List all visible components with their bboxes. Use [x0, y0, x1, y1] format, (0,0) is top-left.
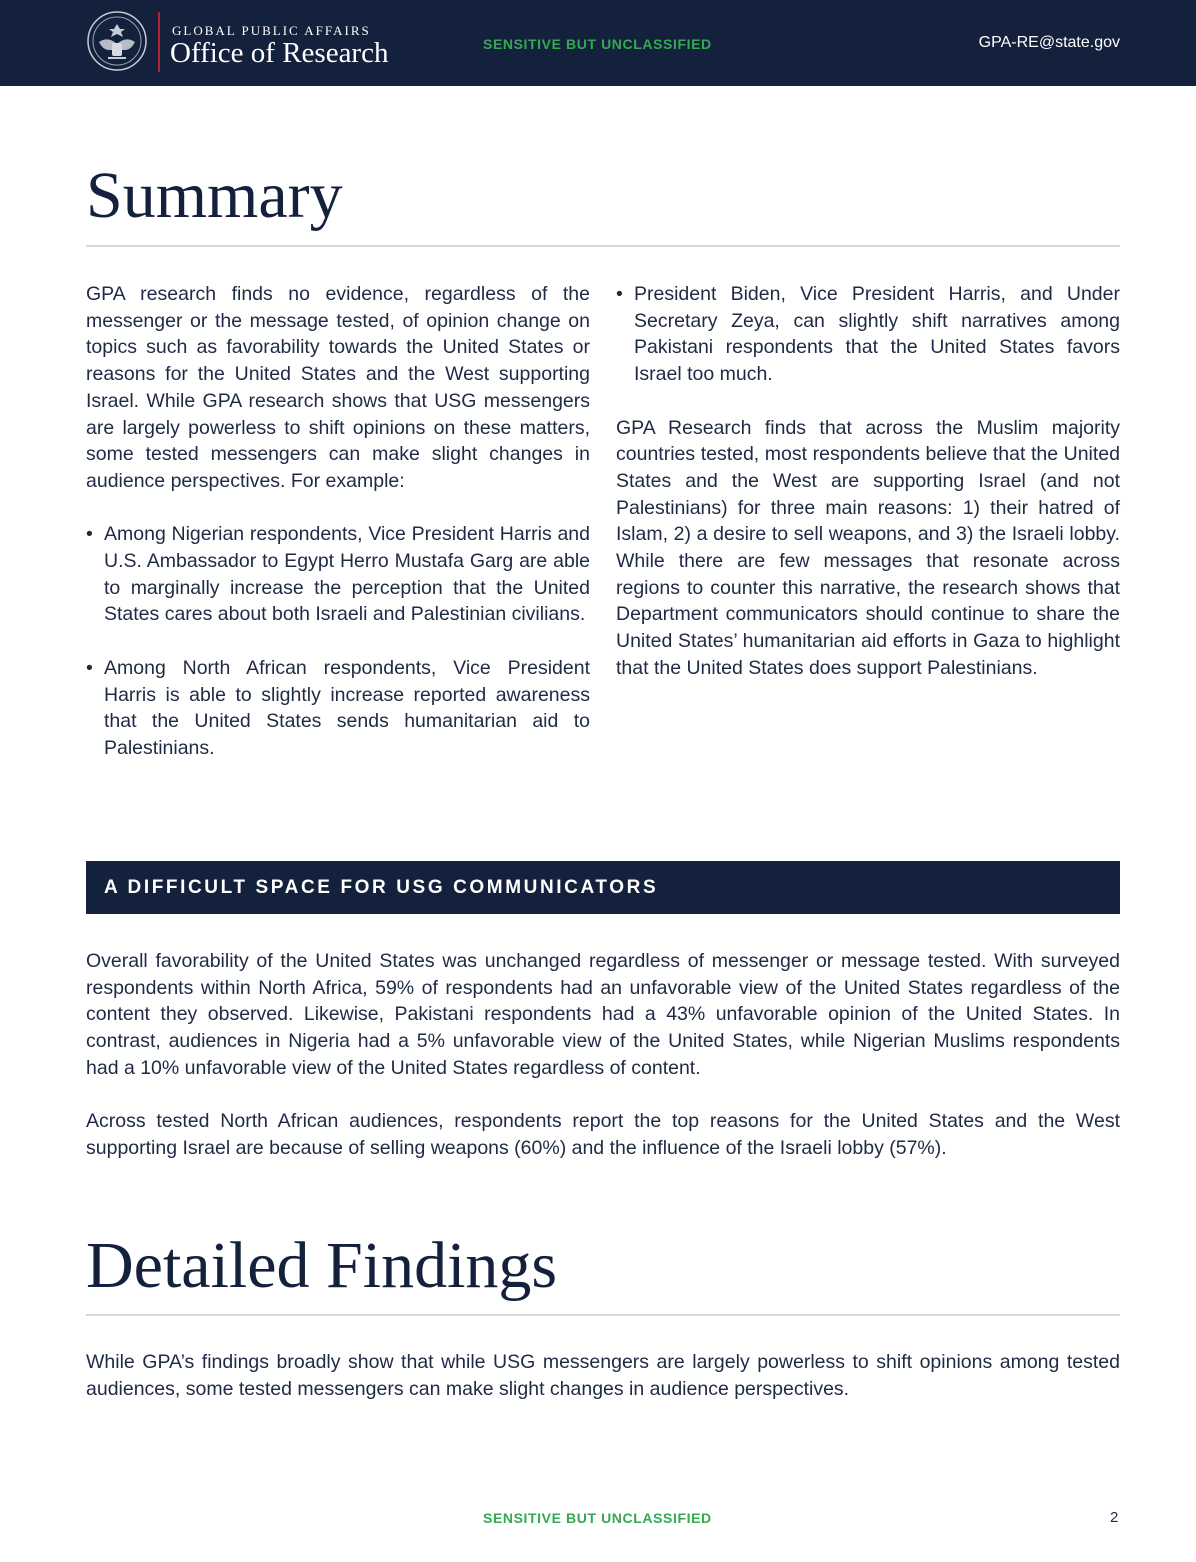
bullet-icon: • — [616, 283, 623, 305]
page-header — [0, 0, 1196, 86]
detailed-findings-paragraph: While GPA’s findings broadly show that while USG messengers are largely powerless to shift opinions among tested audiences, some tested messengers can make slight changes in audience perspectives. — [86, 1351, 1120, 1400]
list-item: • Among North African respondents, Vice President Harris is able to slightly increase reported awareness that the United States sends humanitarian aid to Palestinians. — [86, 656, 590, 759]
classification-marking-top: SENSITIVE BUT UNCLASSIFIED — [483, 36, 712, 52]
list-item: • Among Nigerian respondents, Vice President Harris and U.S. Ambassador to Egypt Herro Mustafa Garg are able to marginally increase the perception that the United States cares about both Israeli and Palestinian civilians. — [86, 523, 590, 626]
header-divider — [158, 12, 160, 72]
summary-right-column — [616, 281, 1120, 682]
summary-left-column — [86, 281, 590, 762]
detailed-findings-title: Detailed Findings — [86, 1229, 558, 1302]
classification-marking-bottom: SENSITIVE BUT UNCLASSIFIED — [483, 1510, 712, 1526]
summary-title: Summary — [86, 159, 343, 232]
detailed-findings-divider — [86, 1314, 1120, 1316]
list-item: • President Biden, Vice President Harris, and Under Secretary Zeya, can slightly shift narratives among Pakistani respondents that the United States favors Israel too much. — [616, 283, 1120, 386]
favorability-paragraph: Overall favorability of the United States was unchanged regardless of messenger or message tested. With surveyed respondents within North Africa, 59% of respondents had an unfavorable view of the United States regardless of the content they observed. Likewise, Pakistani respondents had a 43% unfavorable opinion of the United States. In contrast, audiences in Nigeria had a 5% unfavorable view of the United States, while Nigerian Muslims respondents had a 10% unfavorable view of the United States regardless of content. — [86, 950, 1120, 1079]
department-seal-icon — [86, 10, 148, 72]
bullet-icon: • — [86, 523, 93, 546]
summary-divider — [86, 245, 1120, 247]
contact-email[interactable]: GPA-RE@state.gov — [978, 34, 1120, 51]
bullet-icon: • — [86, 656, 93, 679]
agency-subtitle: GLOBAL PUBLIC AFFAIRS — [172, 23, 371, 38]
section-banner-title: A DIFFICULT SPACE FOR USG COMMUNICATORS — [104, 877, 659, 898]
reasons-paragraph: Across tested North African audiences, respondents report the top reasons for the United States and the West supporting Israel are because of selling weapons (60%) and the influence of the Israeli lobby (57%). — [86, 1110, 1120, 1159]
summary-intro: GPA research finds no evidence, regardless of the messenger or the message tested, of opinion change on topics such as favorability towards the United States or reasons for the United States and the West supporting Israel. While GPA research shows that USG messengers are largely powerless to shift opinions on these matters, some tested messengers can make slight changes in audience perspectives. For example: — [86, 283, 590, 492]
page-number: 2 — [1110, 1509, 1119, 1526]
summary-right-paragraph: GPA Research finds that across the Muslim majority countries tested, most respondents believe that the United States and the West are supporting Israel (and not Palestinians) for three main reasons: 1) their hatred of Islam, 2) a desire to sell weapons, and 3) the Israeli lobby. While there are few messages that resonate across regions to counter this narrative, the research shows that Department communicators should continue to share the United States’ humanitarian aid efforts in Gaza to highlight that the United States does support Palestinians. — [616, 416, 1120, 679]
agency-title: Office of Research — [170, 37, 389, 69]
section-banner — [86, 861, 1120, 914]
